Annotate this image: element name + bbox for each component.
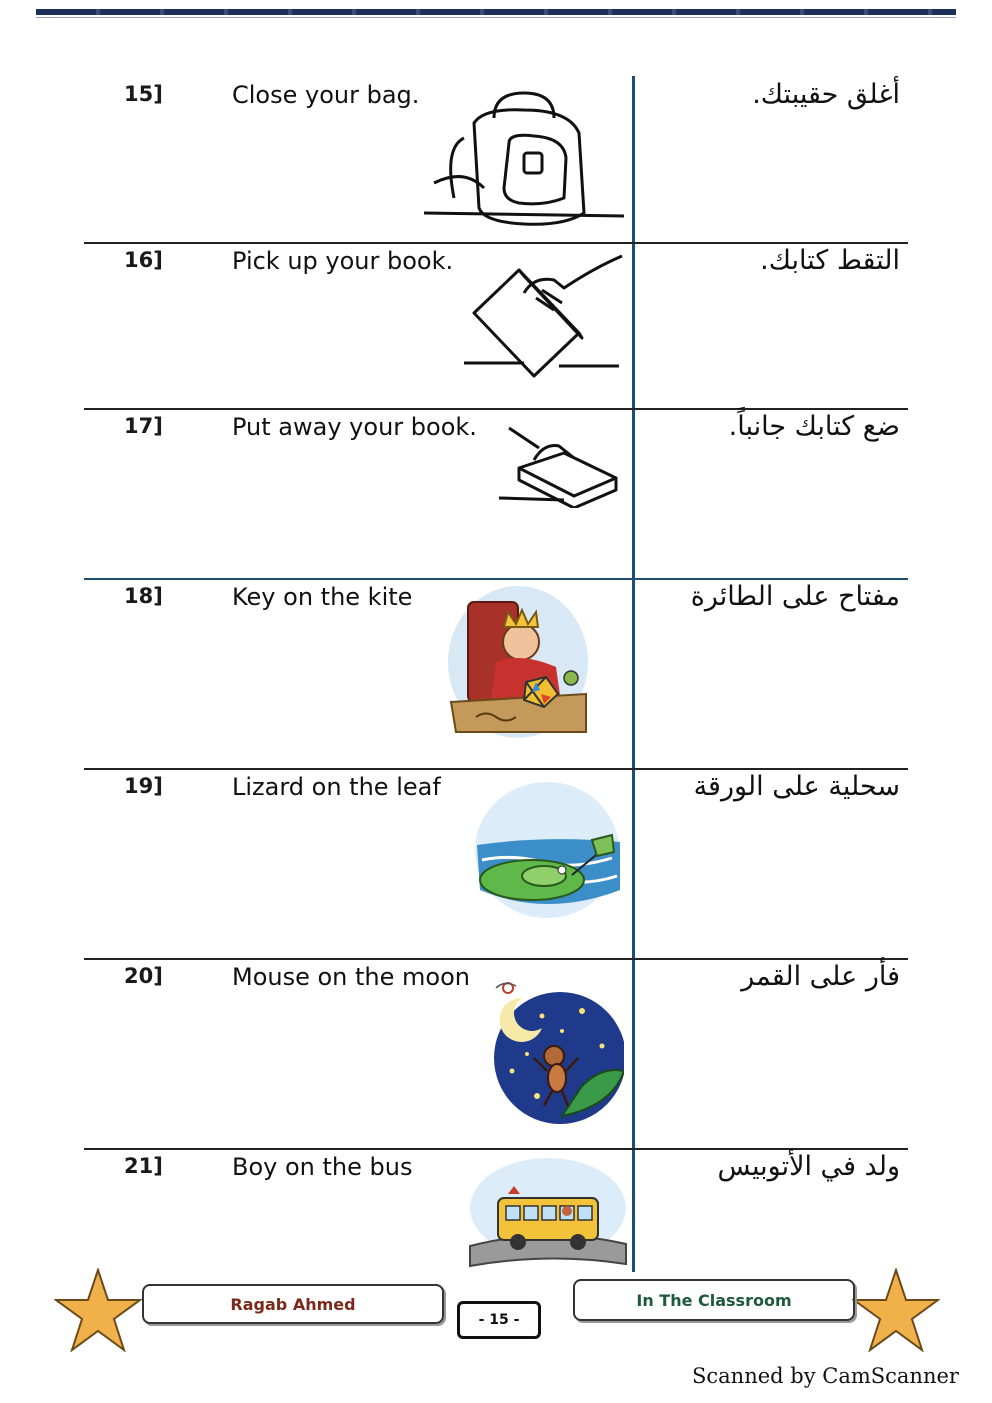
vocab-row-21: [84, 1148, 908, 1272]
arabic-phrase: سحلية على الورقة: [693, 771, 900, 802]
row-divider: [84, 1148, 908, 1150]
mouse-moon-icon: [482, 976, 624, 1124]
row-divider: [84, 578, 908, 580]
topic-title: In The Classroom: [636, 1290, 792, 1310]
row-divider: [84, 408, 908, 410]
row-divider: [84, 242, 908, 244]
vocab-row-17: [84, 408, 908, 578]
author-box: [142, 1284, 444, 1324]
vocab-row-18: [84, 578, 908, 768]
english-phrase: Pick up your book.: [232, 247, 454, 275]
arabic-phrase: أغلق حقيبتك.: [752, 79, 900, 110]
row-divider: [84, 768, 908, 770]
arabic-phrase: مفتاح على الطائرة: [690, 581, 900, 612]
english-phrase: Lizard on the leaf: [232, 773, 441, 801]
english-phrase: Key on the kite: [232, 583, 413, 611]
backpack-icon: [424, 88, 624, 228]
bus-icon: [468, 1156, 628, 1268]
english-phrase: Boy on the bus: [232, 1153, 413, 1181]
row-number: 15]: [124, 82, 163, 106]
vocab-row-20: [84, 958, 908, 1148]
topic-box: [573, 1279, 855, 1321]
page-number: - 15 -: [457, 1301, 541, 1339]
row-number: 21]: [124, 1154, 163, 1178]
row-number: 18]: [124, 584, 163, 608]
star-icon: [852, 1268, 940, 1352]
vocab-row-15: [84, 76, 908, 242]
english-phrase: Put away your book.: [232, 413, 477, 441]
row-number: 17]: [124, 414, 163, 438]
row-number: 20]: [124, 964, 163, 988]
scanner-watermark: Scanned by CamScanner: [692, 1364, 959, 1388]
arabic-phrase: التقط كتابك.: [760, 245, 900, 276]
lizard-leaf-icon: [472, 780, 622, 920]
vocab-row-16: [84, 242, 908, 408]
arabic-phrase: ضع كتابك جانباً.: [728, 411, 900, 442]
top-border-line: [36, 17, 956, 18]
author-name: Ragab Ahmed: [230, 1294, 356, 1314]
vocab-row-19: [84, 768, 908, 958]
book-stack-icon: [494, 418, 624, 508]
star-icon: [54, 1268, 142, 1352]
english-phrase: Mouse on the moon: [232, 963, 470, 991]
king-kite-icon: [446, 582, 591, 742]
arabic-phrase: فأر على القمر: [741, 961, 900, 992]
row-number: 16]: [124, 248, 163, 272]
row-divider: [84, 958, 908, 960]
english-phrase: Close your bag.: [232, 81, 420, 109]
row-number: 19]: [124, 774, 163, 798]
arabic-phrase: ولد في الأتوبيس: [717, 1151, 900, 1182]
hand-book-icon: [464, 248, 624, 383]
top-border: [36, 9, 956, 15]
